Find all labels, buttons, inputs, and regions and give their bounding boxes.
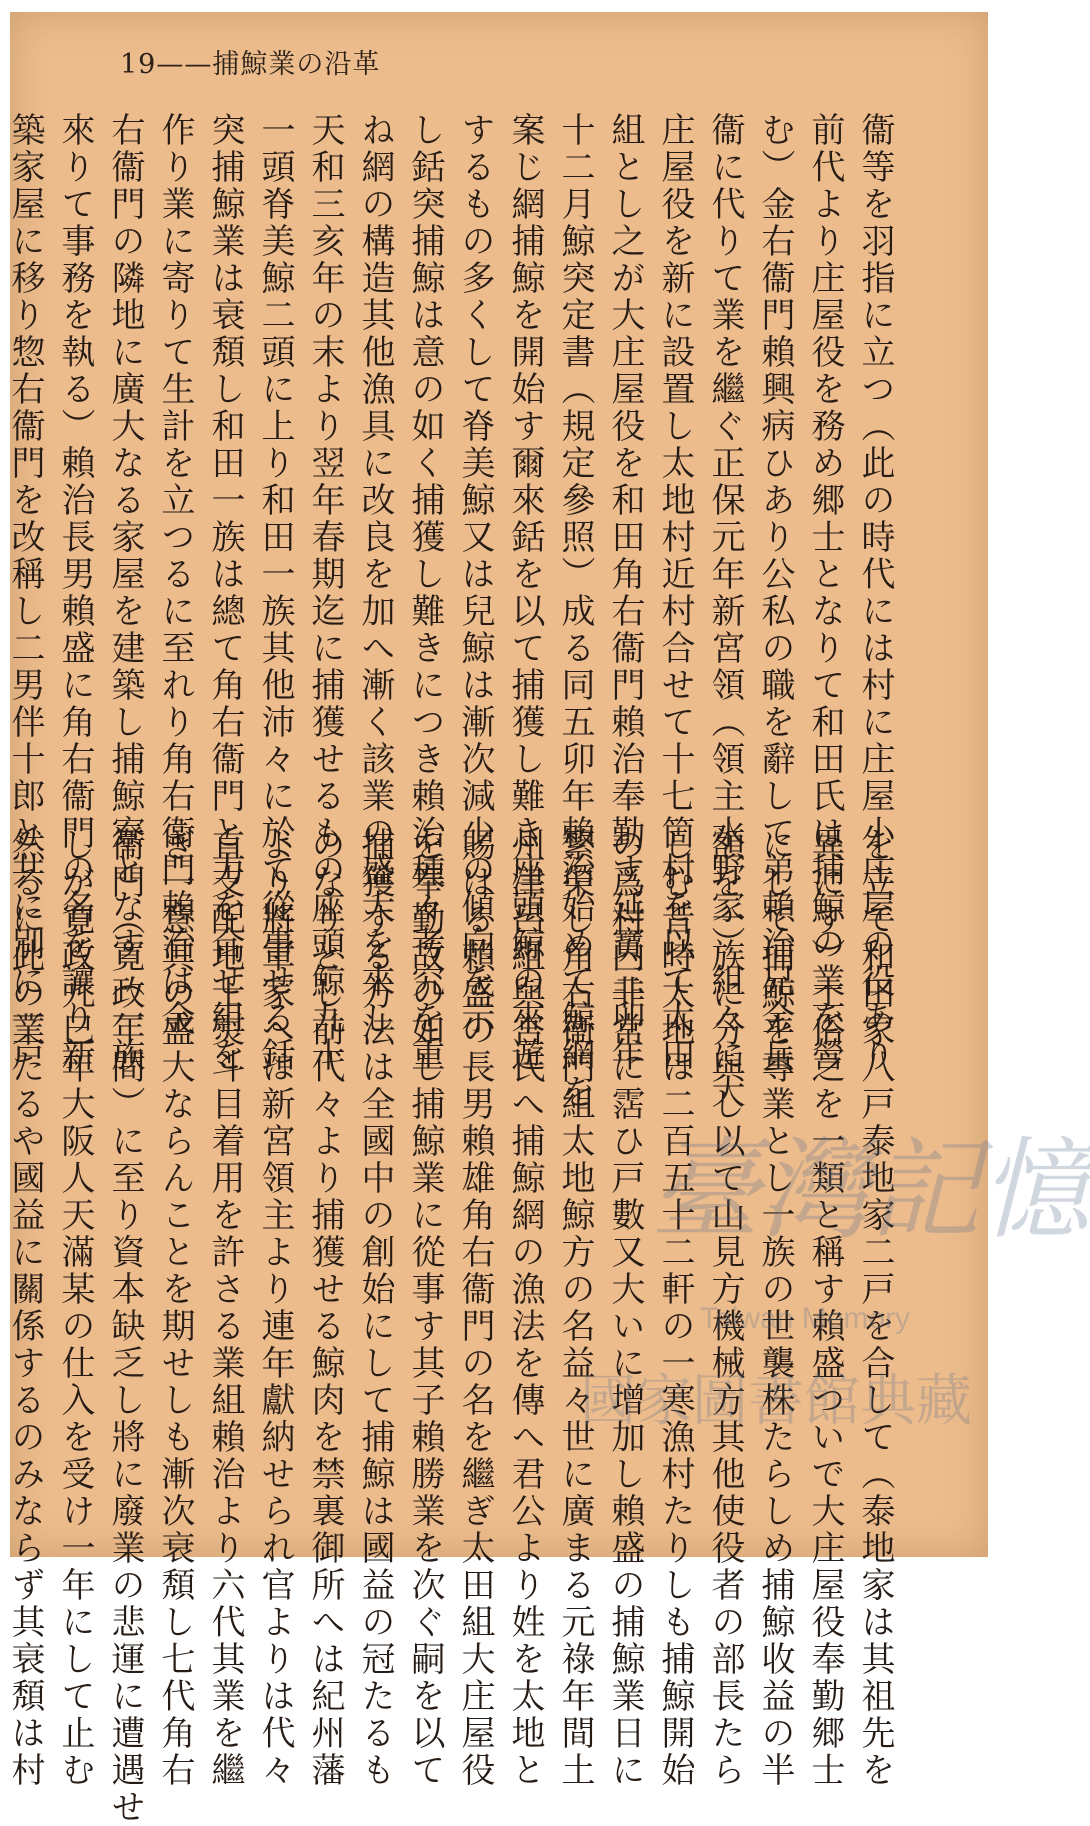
text-column: ぎ一意其の盛大ならんことを期せしも漸次衰頽し七代角右 xyxy=(155,827,195,1789)
text-column: するもの多くして脊美鯨又は兒鯨は漸次減少の傾向を示 xyxy=(455,112,495,1037)
text-column: 案じ網捕鯨を開始す爾來銛を以て捕獲し難き座頭鯨の來遊 xyxy=(505,112,545,1074)
text-column: し銛突捕鯨は意の如く捕獲し難きにつき賴治種々考究を重 xyxy=(405,112,445,1074)
chapter-title: 捕鯨業の沿革 xyxy=(212,49,381,80)
text-column: 十二月鯨突定書（規定參照）成る同五卯年賴治始めて鯨網を xyxy=(555,112,595,1111)
text-column: 庄屋役を新に設置し太地村近村合せて十七箇村を以て太田 xyxy=(655,112,695,1074)
watermark-institution-text: 國家圖書館典藏 xyxy=(580,1369,972,1434)
text-column: 來りて事務を執る）賴治長男賴盛に角右衞門の名を讓り新 xyxy=(55,112,95,1074)
text-column: の爲村内非常に霑ひ戸數又大いに增加し賴盛の捕鯨業日に xyxy=(605,827,645,1789)
text-column: 前代より庄屋役を務め郷士となりて和田氏は捕鯨の業を營 xyxy=(805,112,845,1074)
watermark-latin-text: Taiwan Memory xyxy=(700,1302,911,1335)
header-dash: —— xyxy=(156,49,213,80)
text-column: 右衞門の隣地に廣大なる家屋を建築し捕鯨寮となす（一族 xyxy=(105,112,145,1074)
text-column: む）金右衞門賴興病ひあり公私の職を辭して弟賴治兄金兵 xyxy=(755,112,795,1074)
text-column: しむ昔時太地は二百五十二軒の一寒漁村たりしも捕鯨開始 xyxy=(655,827,695,1789)
book-page xyxy=(5,12,1090,1826)
text-column: 州津呂組與宮氏へ捕鯨網の漁法を傳へ君公より姓を太地と xyxy=(505,827,545,1789)
running-header xyxy=(120,42,380,81)
text-column: のなりとし前代々より捕獲せる鯨肉を禁裏御所へは紀州藩 xyxy=(305,827,345,1789)
text-column: ね網の構造其他漁具に改良を加へ漸く該業の盛大を來し xyxy=(355,112,395,1037)
text-block-bottom xyxy=(0,827,900,1826)
watermark-logo-text: 臺灣記憶 xyxy=(650,1126,1090,1254)
text-column: 築家屋に移り惣右衞門を改稱し二男伴十郎と共に別に一戸 xyxy=(5,112,45,1074)
text-column: 衞門（寛政年間）に至り資本缺乏し將に廢業の悲運に遭遇せ xyxy=(105,827,145,1826)
text-column: 突捕鯨業は衰頽し和田一族は總て角右衞門と力を合せ組を xyxy=(205,112,245,1074)
text-column: 一頭脊美鯨二頭に上り和田一族其他沛々に於て從事せる銛 xyxy=(255,112,295,1074)
text-column: 繁榮し角右衞門組太地鯨方の名益々世に廣まる元祿年間土 xyxy=(555,827,595,1789)
text-column: 衞に代りて業を繼ぐ正保元年新宮領（領主水野家）組々に大 xyxy=(705,112,745,1111)
page-number: 19 xyxy=(120,49,157,80)
text-column: 衞等を羽指に立つ（此の時代には村に庄屋小庄屋の役あり xyxy=(855,112,895,1074)
text-column: 異にす）土俗之を一類と稱す賴盛ついで大庄屋役奉勤郷士 xyxy=(805,827,845,1789)
text-column: 賜はる賴盛の長男賴雄角右衞門の名を繼ぎ太田組大庄屋役 xyxy=(455,827,495,1789)
text-column: を立て和田家八戸泰地家二戸を合して（泰地家は其祖先を xyxy=(855,827,895,1789)
text-column: にして捕鯨を專業とし一族の世襲株たらしめ捕鯨收益の半 xyxy=(755,827,795,1789)
text-column: 額を一族に分與し以て山見方機械方其他使役者の部長たら xyxy=(705,827,745,1789)
text-column: しが寛政九巳年大阪人天滿某の仕入を受け一年にして止む xyxy=(55,827,95,1789)
text-block-top xyxy=(0,112,900,1111)
text-column: 捕獲する方法は全國中の創始にして捕鯨は國益の冠たるも xyxy=(355,827,395,1789)
text-column: 作り業に寄りて生計を立つるに至れり角右衞門賴治は金 xyxy=(155,112,195,1037)
text-column: 直支配地士熨斗目着用を許さる業組賴治より六代其業を繼 xyxy=(205,827,245,1789)
text-column: 然るに此の業たるや國益に關係するのみならず其衰頽は村 xyxy=(5,827,45,1789)
text-column: より將軍家へは新宮領主より連年獻納せられ官よりは代々 xyxy=(255,827,295,1789)
text-column: 組とし之が大庄屋役を和田角右衞門賴治奉勤す延寶三卯年 xyxy=(605,112,645,1074)
text-column: を奉勤故の如し捕鯨業に從事す其子賴勝業を次ぐ嗣を以て xyxy=(405,827,445,1789)
text-column: 天和三亥年の末より翌年春期迄に捕獲せるもの座頭鯨九十 xyxy=(305,112,345,1074)
